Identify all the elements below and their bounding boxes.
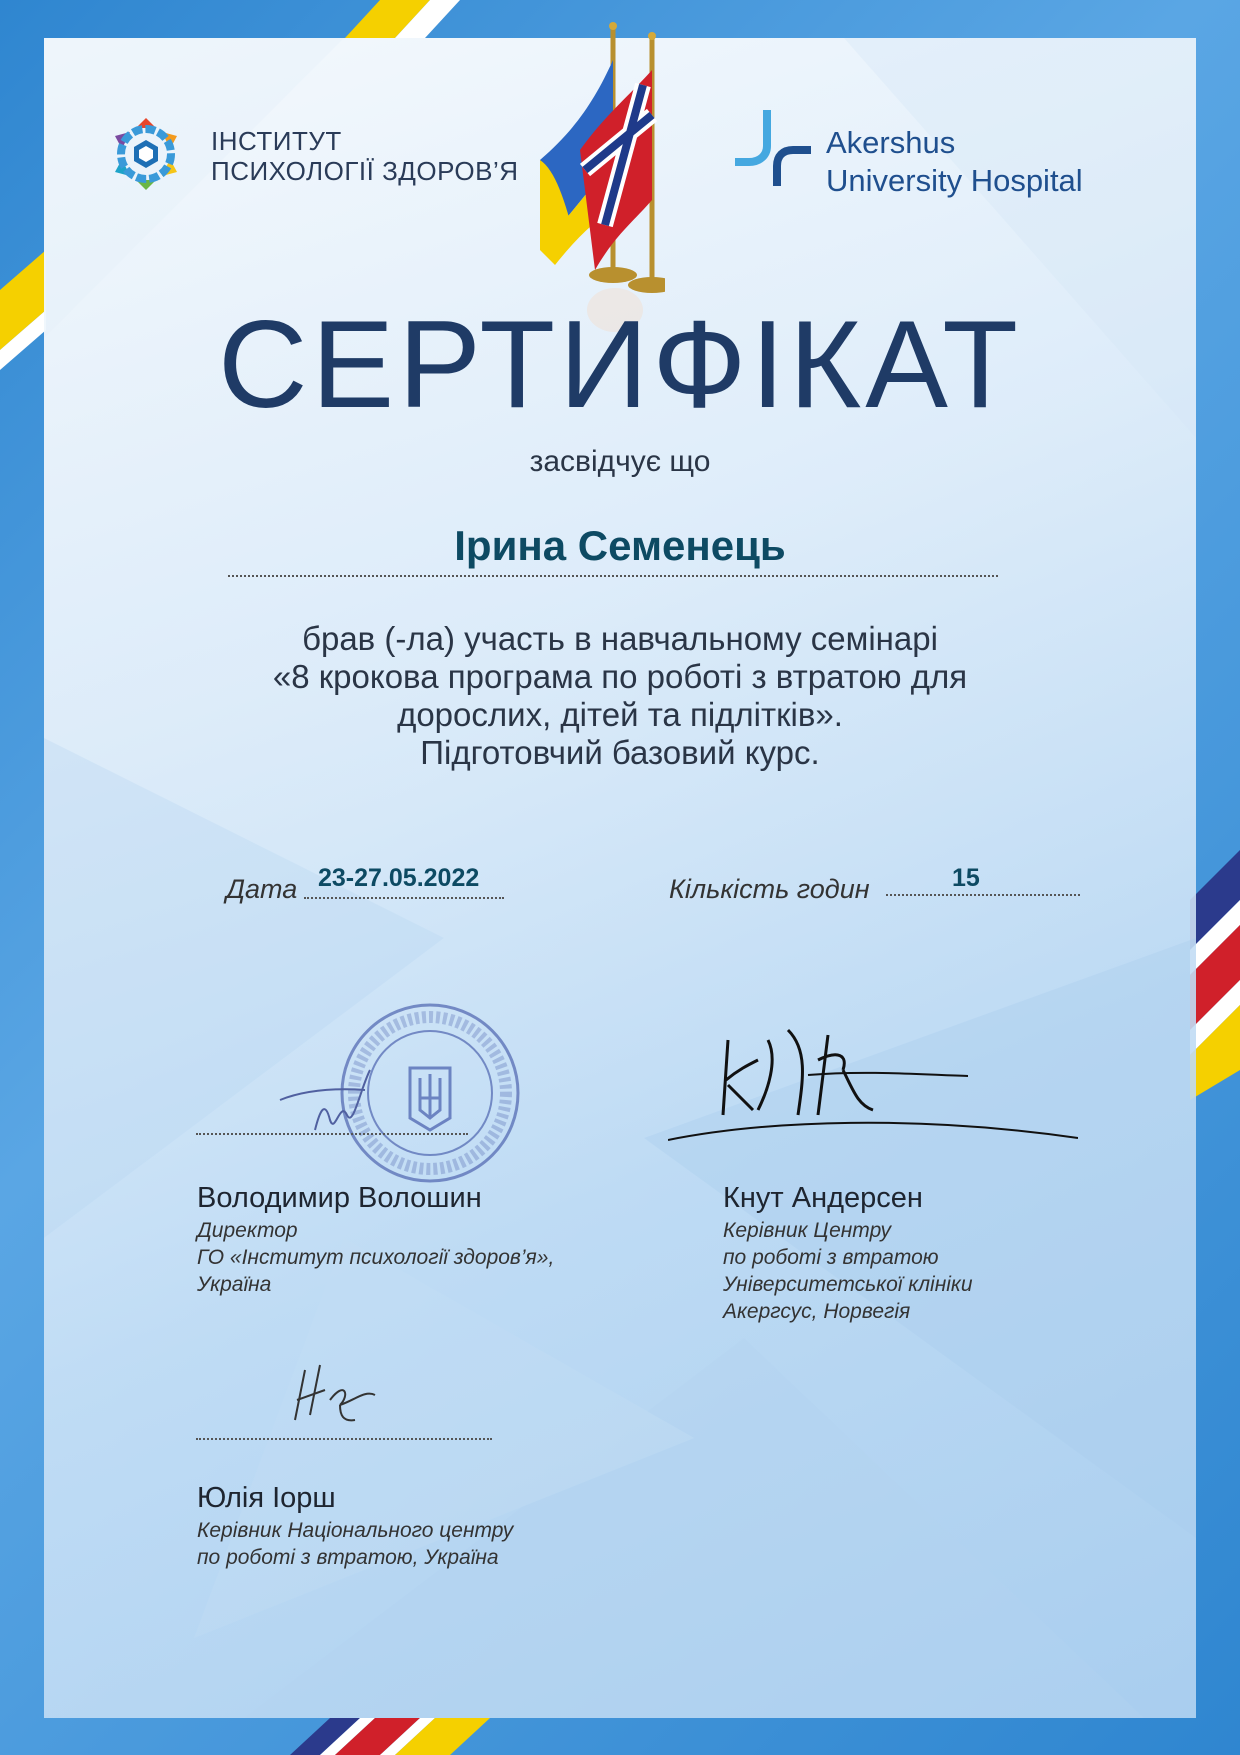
signatory-role: по роботі з втратою xyxy=(723,1246,939,1269)
signatory-name: Юлія Іорш xyxy=(197,1482,336,1514)
akershus-logo-line1: Akershus xyxy=(826,125,956,160)
hours-label: Кількість годин xyxy=(669,874,870,904)
signatory-role: Університетської клініки xyxy=(723,1273,973,1296)
voloshyn-signature xyxy=(275,1060,395,1150)
akershus-logo-text xyxy=(826,124,1083,200)
signatory-role: по роботі з втратою, Україна xyxy=(197,1546,499,1569)
date-dotted-line xyxy=(304,897,504,899)
iorsh-signature-line xyxy=(196,1438,492,1440)
institute-logo-line2: ПСИХОЛОГІЇ ЗДОРОВ’Я xyxy=(211,156,519,186)
signatory-role: Акергсус, Норвегія xyxy=(723,1300,911,1323)
voloshyn-signature-line xyxy=(196,1133,468,1135)
signatory-name: Володимир Волошин xyxy=(197,1182,482,1214)
course-line3: дорослих, дітей та підлітків». xyxy=(397,696,843,733)
hours-value: 15 xyxy=(952,864,980,892)
signatory-iorsh xyxy=(197,1482,513,1571)
institute-gear-hexagon-logo xyxy=(104,115,188,193)
signatory-name: Кнут Андерсен xyxy=(723,1182,923,1214)
recipient-name: Ірина Семенець xyxy=(454,522,786,569)
signatory-role: Україна xyxy=(197,1273,272,1296)
hours-dotted-line xyxy=(886,894,1080,896)
signatory-andersen xyxy=(723,1182,973,1325)
institute-logo-text xyxy=(211,126,519,186)
course-line1: брав (-ла) участь в навчальному семінарі xyxy=(302,620,938,657)
date-value: 23-27.05.2022 xyxy=(318,864,480,892)
date-label: Дата xyxy=(226,874,298,904)
akershus-logo-line2: University Hospital xyxy=(826,163,1083,198)
bottom-stripe-decoration xyxy=(260,1718,600,1755)
signatory-role: ГО «Інститут психології здоров’я», xyxy=(197,1246,555,1269)
iorsh-signature xyxy=(285,1360,385,1430)
course-description xyxy=(0,620,1240,772)
signatory-role: Директор xyxy=(197,1219,298,1242)
ukraine-norway-flags-icon xyxy=(535,20,665,340)
akershus-cross-logo xyxy=(733,106,813,188)
andersen-signature xyxy=(668,1020,1078,1150)
signatory-role: Керівник Центру xyxy=(723,1219,892,1242)
signatory-voloshyn xyxy=(197,1182,554,1298)
recipient-dotted-line xyxy=(228,575,998,577)
top-left-stripe-decoration xyxy=(0,0,460,40)
course-line2: «8 крокова програма по роботі з втратою для xyxy=(272,658,968,695)
institute-logo-line1: ІНСТИТУТ xyxy=(211,126,342,156)
signatory-role: Керівник Національного центру xyxy=(197,1519,514,1542)
course-line4: Підготовчий базовий курс. xyxy=(420,734,820,771)
certificate-title: СЕРТИФІКАТ xyxy=(218,296,1022,434)
certifies-text: засвідчує що xyxy=(529,445,711,478)
right-stripe-decoration xyxy=(1190,840,1240,1100)
